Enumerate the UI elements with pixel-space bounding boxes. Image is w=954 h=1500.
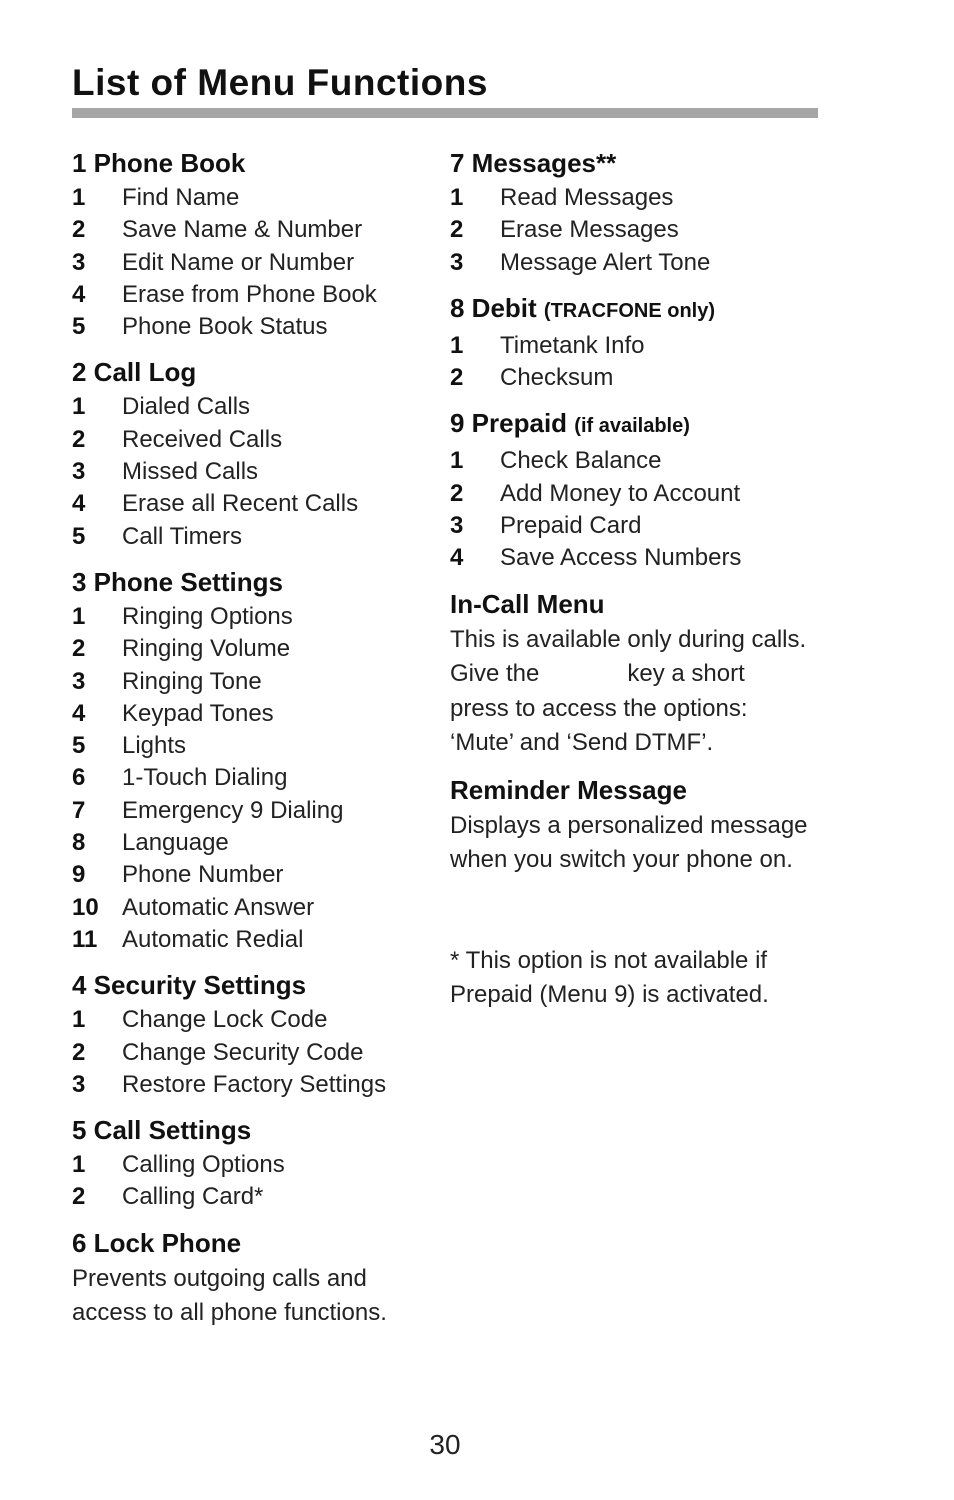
item-label: Lights xyxy=(122,732,187,760)
item-number: 3 xyxy=(72,1070,86,1098)
section-title: In-Call Menu xyxy=(450,588,605,619)
item-number: 2 xyxy=(72,1038,86,1066)
item-number: 4 xyxy=(450,544,464,572)
menu-item xyxy=(72,488,422,520)
menu-item xyxy=(450,247,830,279)
item-number: 8 xyxy=(72,829,86,857)
item-number: 2 xyxy=(72,425,86,453)
menu-item xyxy=(72,666,422,698)
item-number: 3 xyxy=(72,667,86,695)
section-title: 2 Call Log xyxy=(72,357,197,388)
item-number: 4 xyxy=(72,699,86,727)
item-label: Edit Name or Number xyxy=(122,248,355,276)
item-number: 5 xyxy=(72,522,86,550)
section-phone-book xyxy=(72,146,422,343)
menu-item xyxy=(72,311,422,343)
menu-item xyxy=(72,762,422,794)
section-title: 1 Phone Book xyxy=(72,148,246,178)
item-label: Timetank Info xyxy=(500,331,645,359)
item-label: Checksum xyxy=(500,364,614,392)
item-number: 2 xyxy=(450,216,464,244)
item-number: 1 xyxy=(450,447,464,475)
item-label: Erase from Phone Book xyxy=(122,280,377,308)
item-label: Phone Number xyxy=(122,861,284,889)
item-label: Language xyxy=(122,829,229,857)
menu-item xyxy=(72,730,422,762)
menu-item xyxy=(450,362,830,394)
section-description xyxy=(450,809,830,878)
description-line: when you switch your phone on. xyxy=(450,846,793,874)
item-label: Erase Messages xyxy=(500,216,679,244)
item-number: 1 xyxy=(72,1151,86,1179)
section-qualifier: (if available) xyxy=(574,415,690,438)
item-label: Erase all Recent Calls xyxy=(122,490,359,518)
section-title: 6 Lock Phone xyxy=(72,1227,242,1258)
footnote-line: Prepaid (Menu 9) is activated. xyxy=(450,981,769,1009)
menu-item xyxy=(72,1004,422,1036)
item-number: 1 xyxy=(72,1006,86,1034)
section-qualifier: (TRACFONE only) xyxy=(543,299,716,322)
item-number: 10 xyxy=(72,893,99,921)
menu-item xyxy=(72,1069,422,1101)
description-line: Displays a personalized message xyxy=(450,811,808,839)
description-line: ‘Mute’ and ‘Send DTMF’. xyxy=(450,729,714,757)
item-label: Dialed Calls xyxy=(122,393,251,421)
section-description: Prevents outgoing calls and access to all phone functions. xyxy=(72,1264,387,1327)
section-title: 5 Call Settings xyxy=(72,1115,252,1146)
item-label: Save Access Numbers xyxy=(500,544,742,572)
item-number: 11 xyxy=(72,925,98,953)
menu-item xyxy=(450,478,830,510)
item-label: Automatic Answer xyxy=(122,893,315,921)
section-reminder-message xyxy=(450,773,830,878)
item-number: 4 xyxy=(72,490,86,518)
section-description xyxy=(450,623,830,761)
menu-item xyxy=(72,247,422,279)
item-number: 2 xyxy=(72,216,86,244)
section-in-call-menu xyxy=(450,587,830,761)
item-label: Restore Factory Settings xyxy=(122,1070,387,1098)
item-number: 1 xyxy=(72,602,86,630)
item-number: 3 xyxy=(72,458,86,486)
menu-item xyxy=(72,859,422,891)
section-phone-settings xyxy=(72,565,422,956)
item-label: Add Money to Account xyxy=(500,479,741,507)
item-label: Find Name xyxy=(122,184,240,211)
menu-item xyxy=(72,182,422,214)
section-call-settings xyxy=(72,1113,422,1214)
menu-item xyxy=(450,542,830,574)
menu-item xyxy=(72,279,422,311)
item-label: Check Balance xyxy=(500,447,662,475)
footnote xyxy=(450,944,830,1013)
menu-item xyxy=(450,445,830,477)
menu-item xyxy=(72,827,422,859)
section-title: 7 Messages** xyxy=(450,148,617,178)
item-number: 4 xyxy=(72,280,86,308)
item-number: 1 xyxy=(450,331,464,359)
item-label: Ringing Volume xyxy=(122,635,291,663)
item-number: 2 xyxy=(450,479,464,507)
section-prepaid xyxy=(450,406,830,574)
item-number: 3 xyxy=(450,512,464,540)
menu-item xyxy=(72,1181,422,1213)
item-label: Message Alert Tone xyxy=(500,248,711,276)
footnote-line: * This option is not available if xyxy=(450,946,768,974)
item-label: Ringing Tone xyxy=(122,667,262,695)
menu-item xyxy=(72,391,422,423)
item-number: 3 xyxy=(450,248,464,276)
section-call-log xyxy=(72,355,422,552)
item-number: 9 xyxy=(72,861,86,889)
item-label: 1-Touch Dialing xyxy=(122,764,288,792)
right-column xyxy=(450,146,830,1013)
left-column xyxy=(72,146,422,1343)
description-fragment: Give the xyxy=(450,660,540,688)
item-label: Automatic Redial xyxy=(122,925,304,953)
menu-item xyxy=(72,456,422,488)
item-label: Change Lock Code xyxy=(122,1006,328,1034)
item-label: Calling Card* xyxy=(122,1183,264,1211)
section-title-text: 8 Debit xyxy=(450,292,537,323)
menu-item xyxy=(72,892,422,924)
item-label: Calling Options xyxy=(122,1151,285,1179)
item-label: Emergency 9 Dialing xyxy=(122,796,344,824)
section-messages xyxy=(450,146,830,279)
section-title xyxy=(450,291,830,328)
section-security-settings xyxy=(72,968,422,1101)
menu-item xyxy=(72,214,422,246)
menu-item xyxy=(72,601,422,633)
item-number: 1 xyxy=(450,184,464,211)
item-number: 3 xyxy=(72,248,86,276)
item-label: Received Calls xyxy=(122,425,283,453)
item-number: 6 xyxy=(72,764,86,792)
section-title-text: 9 Prepaid xyxy=(450,408,568,439)
item-number: 7 xyxy=(72,796,86,824)
description-line: press to access the options: xyxy=(450,694,748,722)
menu-item xyxy=(450,214,830,246)
menu-item xyxy=(450,330,830,362)
item-number: 5 xyxy=(72,313,86,341)
item-label: Ringing Options xyxy=(122,602,293,630)
menu-item xyxy=(72,424,422,456)
section-debit xyxy=(450,291,830,395)
item-label: Keypad Tones xyxy=(122,699,274,727)
menu-item xyxy=(450,182,830,214)
section-title: Reminder Message xyxy=(450,774,687,805)
item-number: 2 xyxy=(72,1183,86,1211)
menu-item xyxy=(72,1037,422,1069)
menu-item xyxy=(72,1149,422,1181)
item-number: 5 xyxy=(72,732,86,760)
description-line xyxy=(450,657,830,692)
description-line: This is available only during calls. xyxy=(450,625,807,653)
item-number: 2 xyxy=(450,364,464,392)
item-label: Phone Book Status xyxy=(122,313,328,341)
menu-item xyxy=(450,510,830,542)
section-lock-phone xyxy=(72,1226,422,1331)
section-title: 3 Phone Settings xyxy=(72,566,283,597)
item-label: Read Messages xyxy=(500,184,674,211)
title-divider xyxy=(72,108,818,118)
menu-item xyxy=(72,924,422,956)
description-fragment: key a short xyxy=(627,660,745,688)
item-label: Change Security Code xyxy=(122,1038,364,1066)
item-label: Call Timers xyxy=(122,522,243,550)
menu-item xyxy=(72,521,422,553)
section-title xyxy=(450,406,830,443)
item-number: 1 xyxy=(72,184,86,211)
item-label: Missed Calls xyxy=(122,458,259,486)
item-label: Prepaid Card xyxy=(500,512,642,540)
menu-item xyxy=(72,698,422,730)
page-title: List of Menu Functions xyxy=(72,62,488,103)
item-label: Save Name & Number xyxy=(122,216,363,244)
menu-item xyxy=(72,795,422,827)
item-number: 1 xyxy=(72,393,86,421)
item-number: 2 xyxy=(72,635,86,663)
section-title: 4 Security Settings xyxy=(72,970,307,1001)
page-number: 30 xyxy=(429,1429,461,1460)
menu-item xyxy=(72,633,422,665)
